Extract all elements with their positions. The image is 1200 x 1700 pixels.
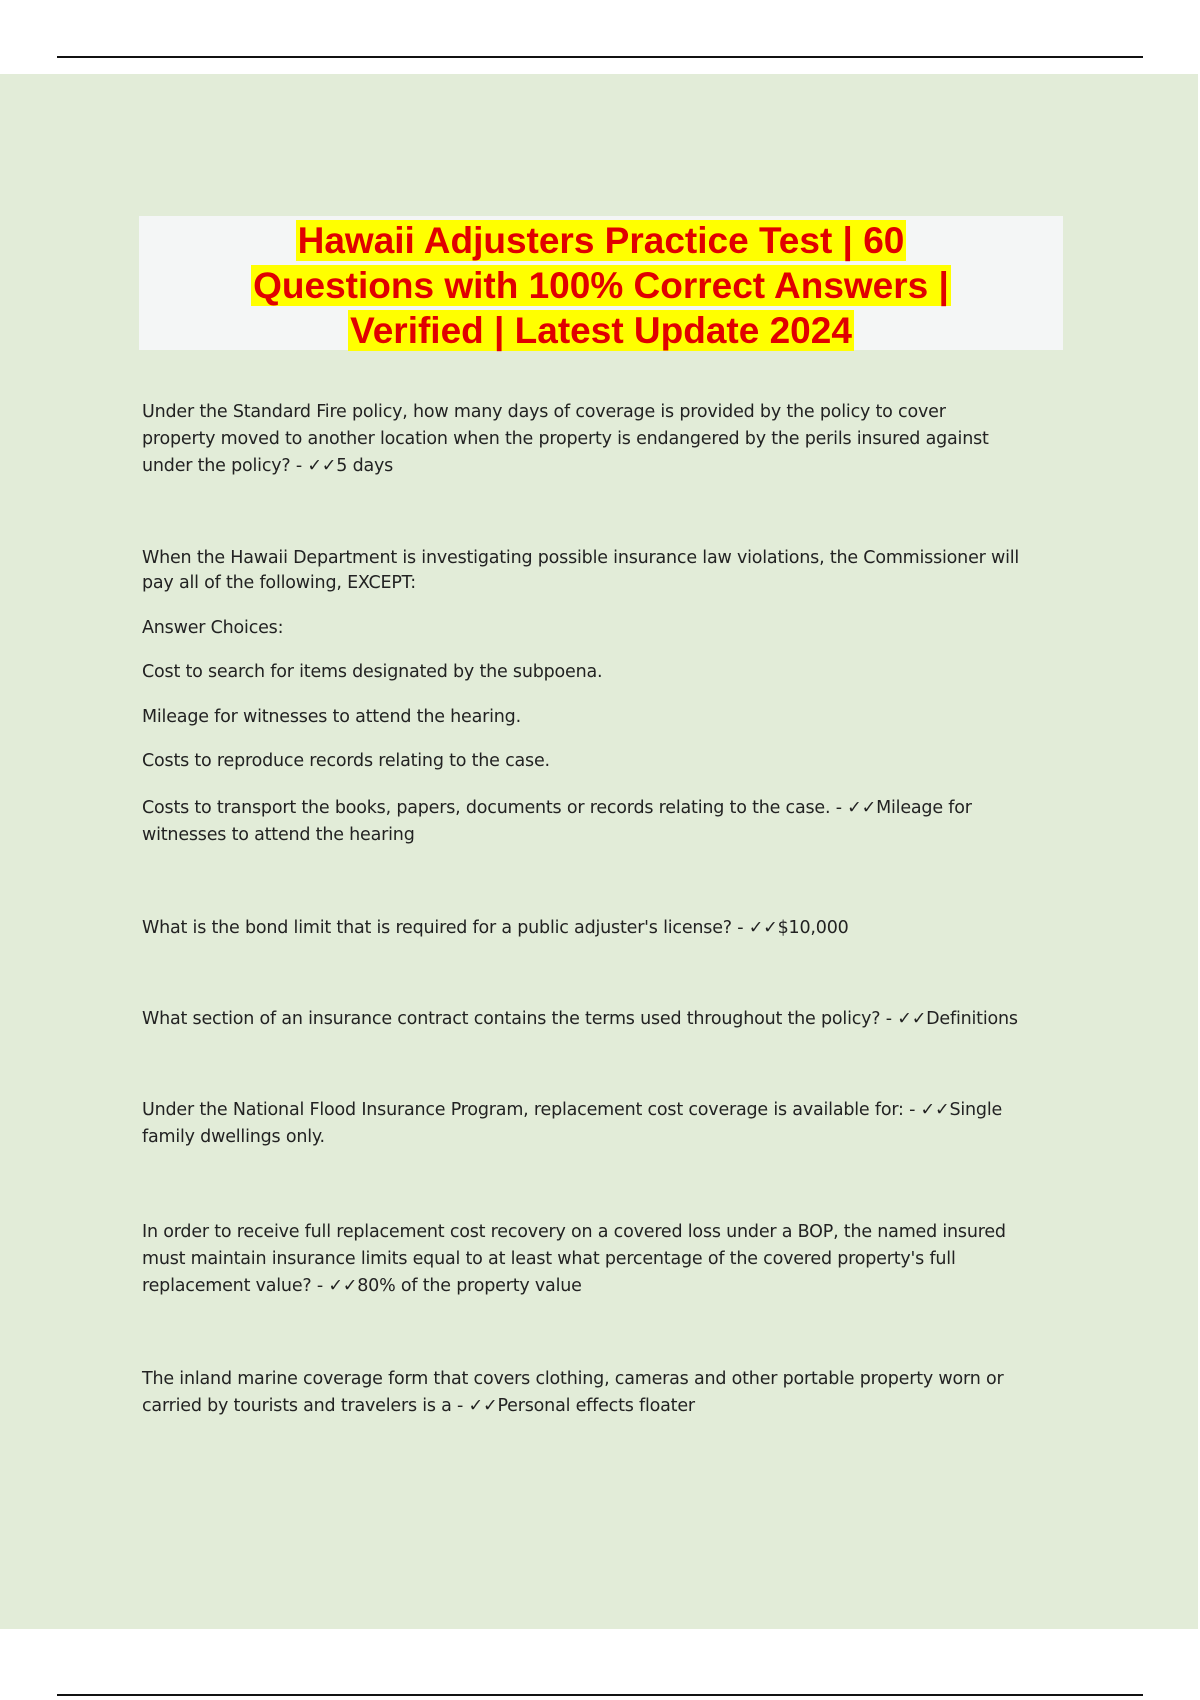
question-2-choice-4: Costs to transport the books, papers, documents or records relating to the case. - ✓✓Mileage for witnesses to attend the hearing <box>142 798 972 845</box>
question-4 <box>142 1006 1042 1033</box>
bottom-rule <box>57 1694 1143 1696</box>
question-6 <box>142 1219 1022 1300</box>
question-2-choices-label: Answer Choices: <box>142 618 284 638</box>
question-2-choice-3: Costs to reproduce records relating to the case. <box>142 751 550 771</box>
question-2 <box>142 546 1022 596</box>
question-5 <box>142 1097 1022 1151</box>
question-5-text: Under the National Flood Insurance Program, replacement cost coverage is available for: - ✓✓Single family dwellings only. <box>142 1100 1003 1147</box>
question-3 <box>142 915 1022 942</box>
question-6-text: In order to receive full replacement cost recovery on a covered loss under a BOP, the named insured must maintain insurance limits equal to at least what percentage of the covered property's full replacement value? - ✓✓80% of the property value <box>142 1222 1006 1296</box>
question-1 <box>142 399 1022 480</box>
question-2-choice-1: Cost to search for items designated by the subpoena. <box>142 662 603 682</box>
title-line-3: Verified | Latest Update 2024 <box>350 310 852 351</box>
question-7-text: The inland marine coverage form that covers clothing, cameras and other portable property worn or carried by tourists and travelers is a - ✓✓Personal effects floater <box>142 1369 1004 1416</box>
question-2-text: When the Hawaii Department is investigating possible insurance law violations, the Commissioner will pay all of the following, EXCEPT: <box>142 548 1020 593</box>
question-7 <box>142 1366 1022 1420</box>
question-1-text: Under the Standard Fire policy, how many days of coverage is provided by the policy to cover property moved to another location when the property is endangered by the perils insured against under the policy? - ✓✓5 days <box>142 402 989 476</box>
title-line-1: Hawaii Adjusters Practice Test | 60 <box>297 220 905 261</box>
question-3-text: What is the bond limit that is required for a public adjuster's license? - ✓✓$10,000 <box>142 918 849 938</box>
question-2-choice-2: Mileage for witnesses to attend the hearing. <box>142 707 521 727</box>
title-box <box>139 216 1063 350</box>
document-title <box>139 218 1063 353</box>
top-rule <box>57 56 1143 58</box>
title-line-2: Questions with 100% Correct Answers | <box>253 265 949 306</box>
question-4-text: What section of an insurance contract contains the terms used throughout the policy? - ✓✓Definitions <box>142 1009 1018 1029</box>
